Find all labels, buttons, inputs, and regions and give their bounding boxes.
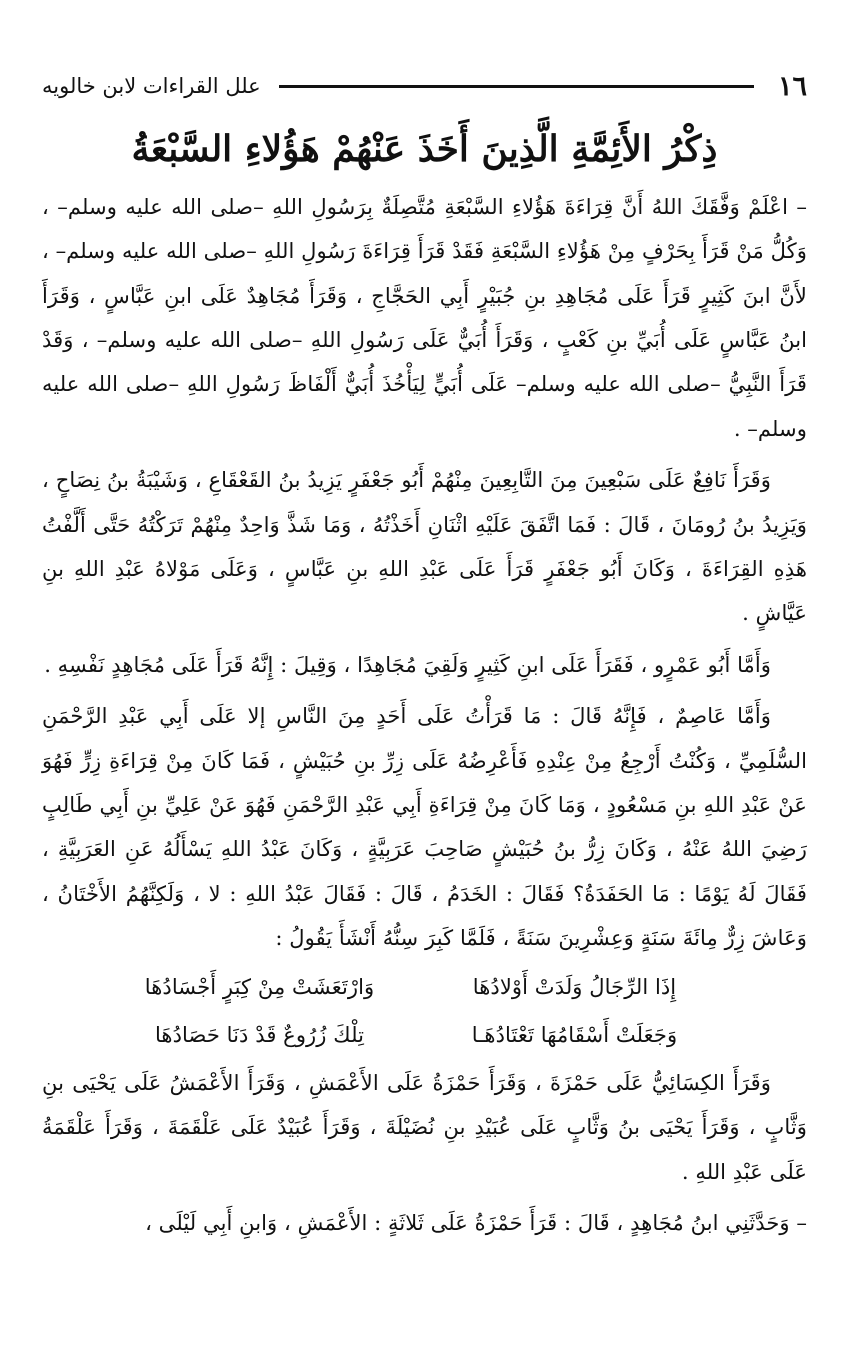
verse-first-hemistich: إِذَا الرِّجَالُ وَلَدَتْ أَوْلادُهَا	[472, 973, 677, 999]
verse-second-hemistich: تِلْكَ زُرُوعٌ قَدْ دَنَا حَصَادُهَا	[154, 1021, 365, 1047]
page-number: ١٦	[777, 70, 807, 102]
poem-verse	[42, 1013, 807, 1057]
verse-first-hemistich: وَجَعَلَتْ أَسْقَامُهَا تَعْتَادُهَـا	[471, 1021, 678, 1047]
running-head	[42, 68, 807, 104]
paragraph: – اعْلَمْ وَفَّقَكَ اللهُ أَنَّ قِرَاءَةَ هَؤُلاءِ السَّبْعَةِ مُتَّصِلَةٌ بِرَسُولِ اللهِ –صلى الله عليه وسلم– ، وَكُلُّ مَنْ قَرَأَ بِحَرْفٍ مِنْ هَؤُلاءِ السَّبْعَةِ فَقَدْ قَرَأَ قِرَاءَةَ رَسُولِ اللهِ –صلى الله عليه وسلم– ، لأَنَّ ابنَ كَثِيرٍ قَرَأَ عَلَى مُجَاهِدِ بنِ جُبَيْرٍ أَبِي الحَجَّاجِ ، وَقَرَأَ مُجَاهِدٌ عَلَى ابنِ عَبَّاسٍ ، وَقَرَأَ ابنُ عَبَّاسٍ عَلَى أُبَيِّ بنِ كَعْبٍ ، وَقَرَأَ أُبَيٌّ عَلَى رَسُولِ اللهِ –صلى الله عليه وسلم– ، وَقَدْ قَرَأَ النَّبِيُّ –صلى الله عليه وسلم– عَلَى أُبَيٍّ لِيَأْخُذَ أُبَيٌّ أَلْفَاظَ رَسُولِ اللهِ –صلى الله عليه وسلم– .	[42, 193, 807, 441]
paragraph: وَأَمَّا أَبُو عَمْرٍو ، فَقَرَأَ عَلَى ابنِ كَثِيرٍ وَلَقِيَ مُجَاهِدًا ، وَقِيلَ : إِنَّهُ قَرَأَ عَلَى مُجَاهِدٍ نَفْسِهِ .	[44, 651, 771, 677]
poem-verse	[42, 965, 807, 1009]
paragraph: وَأَمَّا عَاصِمٌ ، فَإِنَّهُ قَالَ : مَا قَرَأْتُ عَلَى أَحَدٍ مِنَ النَّاسِ إلا عَلَى أَبِي عَبْدِ الرَّحْمَنِ السُّلَمِيِّ ، وَكُنْتُ أَرْجِعُ مِنْ عِنْدِهِ فَأَعْرِضُهُ عَلَى زِرِّ بنِ حُبَيْشٍ ، فَمَا كَانَ مِنْ قِرَاءَةِ زِرٍّ فَهُوَ عَنْ عَبْدِ اللهِ بنِ مَسْعُودٍ ، وَمَا كَانَ مِنْ قِرَاءَةِ أَبِي عَبْدِ الرَّحْمَنِ فَهُوَ عَنْ عَلِيِّ بنِ أَبِي طَالِبٍ رَضِيَ اللهُ عَنْهُ ، وَكَانَ زِرُّ بنُ حُبَيْشٍ صَاحِبَ عَرَبِيَّةٍ ، وَكَانَ عَبْدُ اللهِ يَسْأَلُهُ عَنِ العَرَبِيَّةِ ، فَقَالَ لَهُ يَوْمًا : مَا الحَفَدَةُ؟ فَقَالَ : الخَدَمُ ، قَالَ : فَقَالَ عَبْدُ اللهِ : لا ، وَلَكِنَّهُمُ الأَخْتَانُ ، وَعَاشَ زِرٌّ مِائَةَ سَنَةٍ وَعِشْرِينَ سَنَةً ، فَلَمَّا كَبِرَ سِنُّهُ أَنْشَأَ يَقُولُ :	[42, 703, 807, 951]
verse-second-hemistich: وَارْتَعَشَتْ مِنْ كِبَرٍ أَجْسَادُهَا	[144, 973, 375, 999]
header-rule	[279, 85, 754, 88]
chapter-title: ذِكْرُ الأَئِمَّةِ الَّذِينَ أَخَذَ عَنْهُمْ هَؤُلاءِ السَّبْعَةُ	[131, 128, 718, 170]
paragraph: وَقَرَأَ الكِسَائِيُّ عَلَى حَمْزَةَ ، وَقَرَأَ حَمْزَةُ عَلَى الأَعْمَشِ ، وَقَرَأَ الأَعْمَشُ عَلَى يَحْيَى بنِ وَثَّابٍ ، وَقَرَأَ يَحْيَى بنُ وَثَّابٍ عَلَى عُبَيْدِ بنِ نُضَيْلَةَ ، وَقَرَأَ عُبَيْدٌ عَلَى عَلْقَمَةَ ، وَقَرَأَ عَلْقَمَةُ عَلَى عَبْدِ اللهِ .	[42, 1069, 807, 1184]
paragraph: وَقَرَأَ نَافِعٌ عَلَى سَبْعِينَ مِنَ التَّابِعِينَ مِنْهُمْ أَبُو جَعْفَرٍ يَزِيدُ بنُ القَعْقَاعِ ، وَشَيْبَةُ بنُ نِصَاحٍ ، وَيَزِيدُ بنُ رُومَانَ ، قَالَ : فَمَا اتَّفَقَ عَلَيْهِ اثْنَانِ أَخَذْتُهُ ، وَمَا شَذَّ وَاحِدٌ مِنْهُمْ تَرَكْتُهُ حَتَّى أَلَّفْتُ هَذِهِ القِرَاءَةَ ، وَكَانَ أَبُو جَعْفَرٍ قَرَأَ عَلَى عَبْدِ اللهِ بنِ عَبَّاسٍ ، وَعَلَى مَوْلاهُ عَبْدِ اللهِ بنِ عَيَّاشٍ .	[42, 467, 807, 626]
paragraph: – وَحَدَّثَنِي ابنُ مُجَاهِدٍ ، قَالَ : قَرَأَ حَمْزَةُ عَلَى ثَلاثَةٍ : الأَعْمَشِ ، وَابنِ أَبِي لَيْلَى ،	[145, 1209, 807, 1235]
book-title: علل القراءات لابن خالويه	[42, 74, 261, 98]
